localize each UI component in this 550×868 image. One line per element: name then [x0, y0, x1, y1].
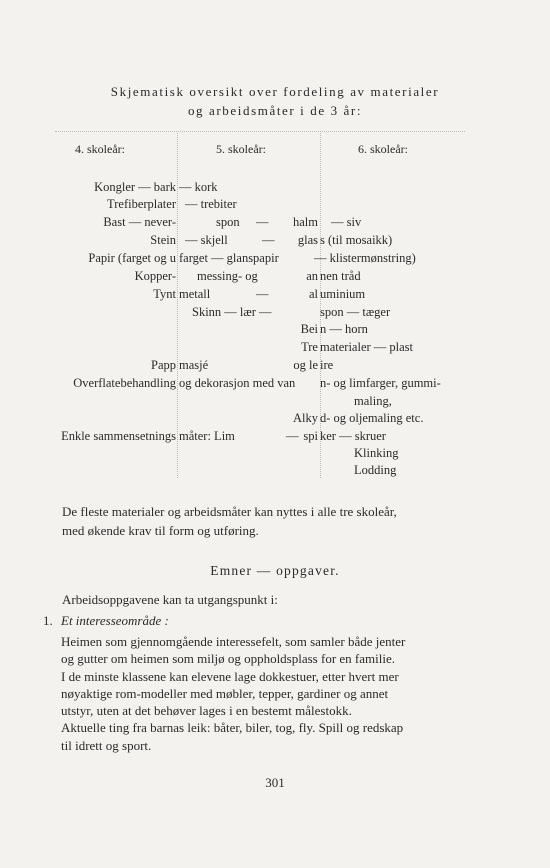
table-cell: Papp [151, 358, 176, 372]
note-line: De fleste materialer og arbeidsmåter kan nyttes i alle tre skoleår, [62, 504, 397, 519]
table-cell: spon [216, 215, 240, 229]
table-cell: n- og limfarger, gummi- [320, 376, 441, 390]
table-cell: s (til mosaikk) [320, 233, 393, 247]
table-title-line2: og arbeidsmåter i de 3 år: [187, 103, 363, 118]
table-cell: — [262, 233, 275, 247]
table-cell: metall [179, 287, 211, 301]
table-cell: d- og oljemaling etc. [320, 411, 424, 425]
table-cell: ker — skruer [320, 429, 386, 443]
table-cell: — trebiter [185, 197, 237, 211]
table-cell: og le [293, 358, 318, 372]
table-cell: maling, [354, 394, 392, 408]
paragraph-line: utstyr, uten at det behøver lages i en bestemt målestokk. [61, 703, 352, 719]
table-cell: n — horn [320, 322, 368, 336]
table-cell: uminium [320, 287, 366, 301]
table-cell: al [308, 287, 318, 301]
table-cell: an [306, 269, 318, 283]
table-cell: Bast — never- [103, 215, 176, 229]
column-divider-1 [177, 133, 178, 478]
table-cell: — skjell [185, 233, 228, 247]
table-cell: Klinking [354, 446, 399, 460]
table-cell: Lodding [354, 463, 397, 477]
table-cell: — [256, 215, 269, 229]
table-cell: messing- og [197, 269, 258, 283]
table-cell: Alky [293, 411, 318, 425]
table-cell: masjé [179, 358, 209, 372]
table-cell: — siv [331, 215, 362, 229]
table-cell: halm [293, 215, 318, 229]
item-label: Et interesseområde : [61, 613, 169, 628]
table-cell: og dekorasjon med van [179, 376, 296, 390]
paragraph-line: Heimen som gjennomgående interessefelt, som samler både jenter [61, 634, 406, 649]
table-cell: nen tråd [320, 269, 361, 283]
table-cell: Trefiberplater [107, 197, 176, 211]
table-cell: Tynt [153, 287, 176, 301]
page-number: 301 [265, 775, 285, 790]
table-cell: — klistermønstring) [314, 251, 416, 265]
table-cell: Papir (farget og u [88, 251, 176, 265]
table-cell: — kork [179, 180, 218, 194]
table-top-rule [55, 131, 465, 132]
table-cell: ire [320, 358, 334, 372]
paragraph-line: til idrett og sport. [61, 737, 152, 753]
table-cell: Kopper- [134, 269, 176, 283]
table-cell: — [286, 429, 299, 443]
table-cell: — [256, 287, 269, 301]
table-cell: Skinn — lær — [192, 305, 272, 319]
paragraph-line: I de minste klassene kan elevene lage dokkestuer, etter hvert mer [61, 668, 399, 684]
table-cell: materialer — plast [320, 340, 414, 354]
column-header-4: 4. skoleår: [75, 142, 125, 156]
table-cell: spi [303, 429, 318, 443]
body-paragraph [61, 633, 501, 754]
table-cell: Kongler — bark [94, 180, 176, 194]
table-cell: Bei [300, 322, 318, 336]
table-cell: måter: Lim [179, 429, 235, 443]
paragraph-line: Aktuelle ting fra barnas leik: båter, biler, tog, fly. Spill og redskap [61, 720, 404, 736]
table-cell: Stein [150, 233, 176, 247]
intro-text: Arbeidsoppgavene kan ta utgangspunkt i: [62, 592, 278, 607]
column-header-5: 5. skoleår: [216, 142, 266, 156]
table-title-line1: Skjematisk oversikt over fordeling av materialer [110, 84, 440, 99]
table-cell: Overflatebehandling [73, 376, 176, 390]
section-heading: Emner — oppgaver. [210, 563, 340, 578]
table-cell: farget — glanspapir [179, 251, 279, 265]
table-cell: glas [297, 233, 318, 247]
column-header-6: 6. skoleår: [358, 142, 408, 156]
note-line: med økende krav til form og utføring. [62, 523, 259, 538]
item-number: 1. [43, 613, 53, 628]
table-cell: Tre [301, 340, 318, 354]
paragraph-line: og gutter om heimen som miljø og oppholdsplass for en familie. [61, 651, 395, 667]
table-cell: Enkle sammensetnings [61, 429, 176, 443]
table-note [62, 502, 502, 540]
paragraph-line: nøyaktige rom-modeller med møbler, tepper, gardiner og annet [61, 685, 389, 701]
table-cell: spon — tæger [320, 305, 391, 319]
